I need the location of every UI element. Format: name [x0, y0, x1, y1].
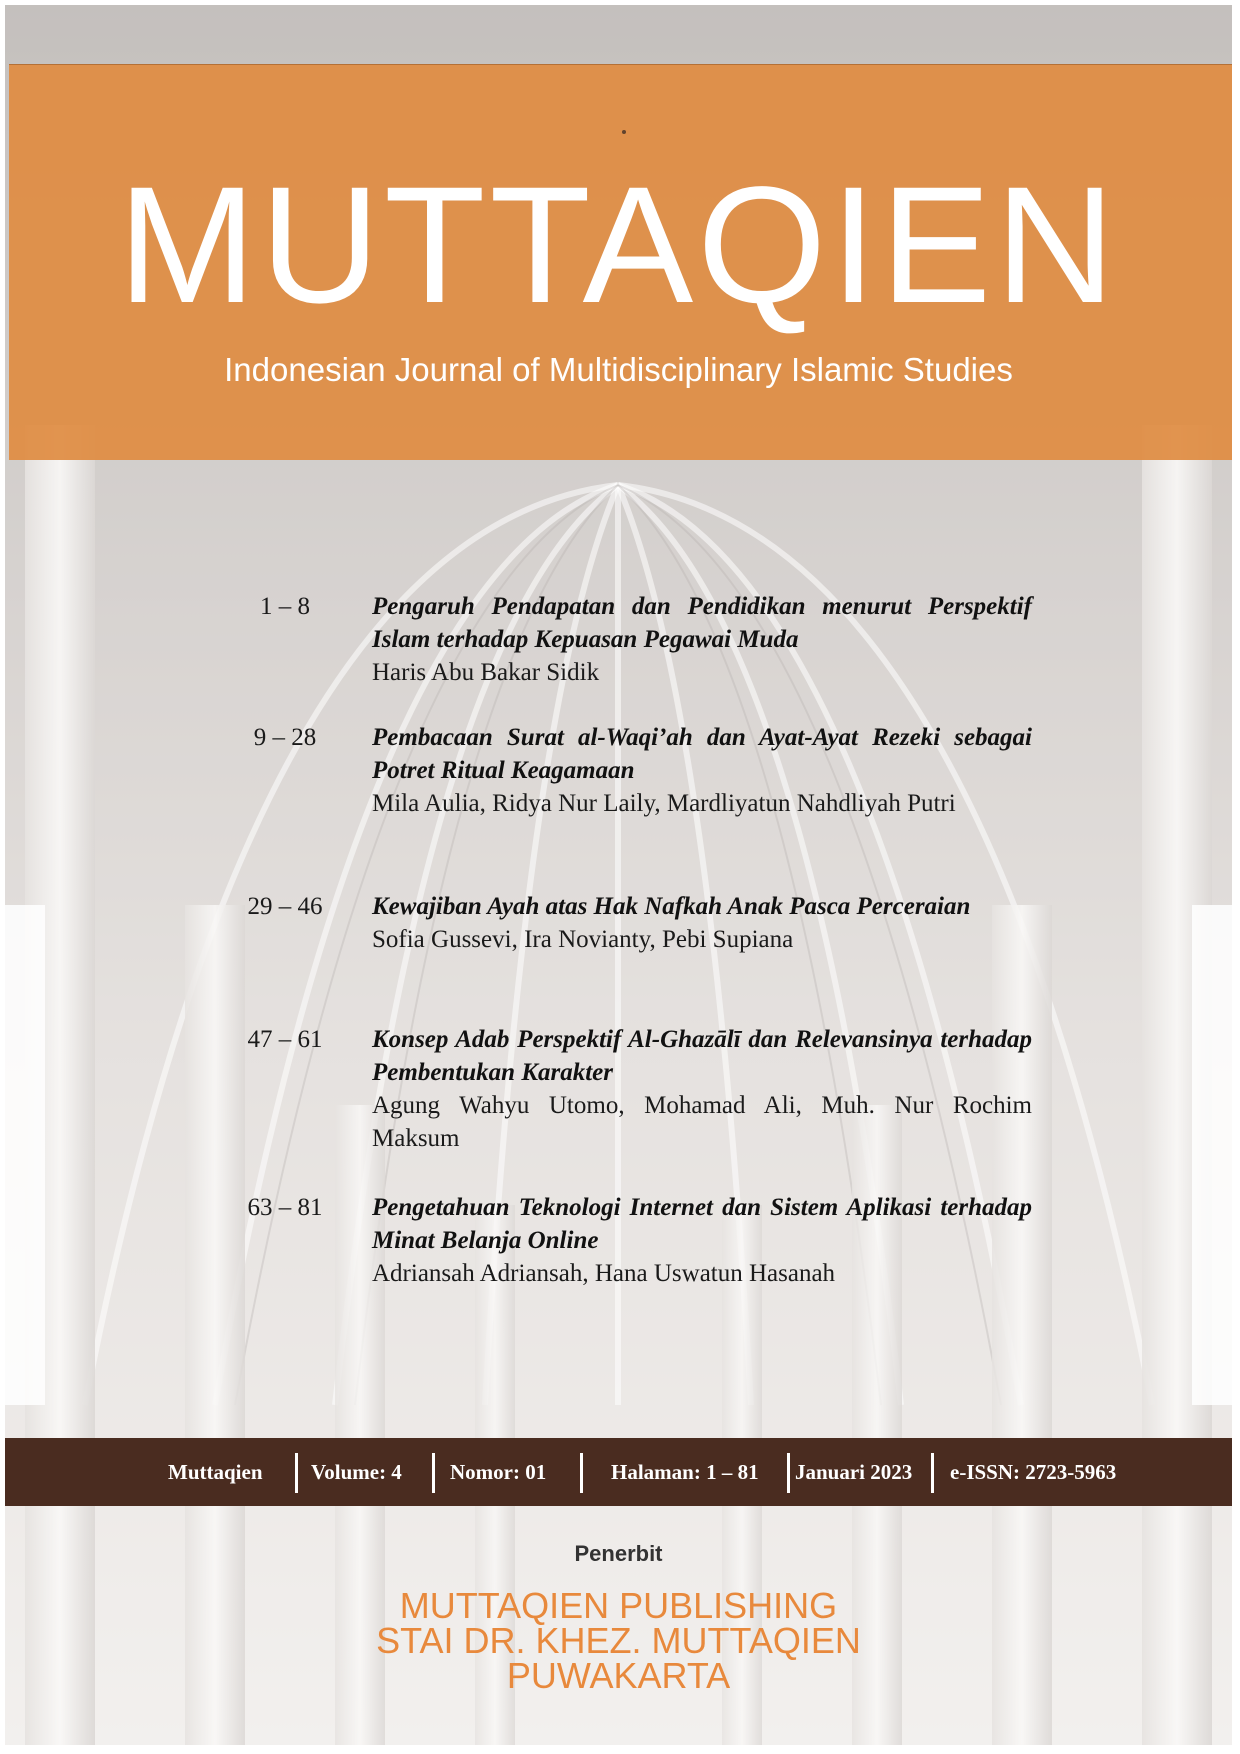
info-divider	[931, 1453, 934, 1493]
publisher-label: Penerbit	[574, 1541, 663, 1566]
toc-page-range: 1 – 8	[260, 593, 310, 620]
journal-subtitle: Indonesian Journal of Multidisciplinary Islamic Studies	[224, 351, 1013, 388]
issue-info-bar	[5, 1438, 1232, 1506]
header-dot	[622, 130, 626, 134]
info-divider	[295, 1453, 298, 1493]
publisher-city: PUWAKARTA	[506, 1655, 731, 1696]
toc-page-range: 47 – 61	[247, 1026, 323, 1053]
journal-title: MUTTAQIEN	[117, 153, 1120, 338]
journal-cover	[5, 5, 1232, 1745]
article-title: Pembacaan Surat al-Waqi’ah dan Ayat-Ayat Rezeki sebagai Potret Ritual Keagamaan	[372, 724, 1032, 784]
info-number: Nomor: 01	[450, 1460, 547, 1484]
info-divider	[432, 1453, 435, 1493]
article-authors: Sofia Gussevi, Ira Novianty, Pebi Supiana	[372, 926, 794, 953]
article-authors: Mila Aulia, Ridya Nur Laily, Mardliyatun Nahdliyah Putri	[372, 790, 956, 817]
toc-page-range: 29 – 46	[247, 893, 323, 920]
toc-page-range: 63 – 81	[247, 1194, 323, 1221]
article-title: Pengetahuan Teknologi Internet dan Sistem Aplikasi terhadap Minat Belanja Online	[372, 1194, 1032, 1254]
info-date: Januari 2023	[795, 1460, 913, 1484]
publisher-institution: STAI DR. KHEZ. MUTTAQIEN	[376, 1620, 861, 1661]
article-authors: Haris Abu Bakar Sidik	[372, 659, 600, 686]
info-divider	[580, 1453, 583, 1493]
info-volume: Volume: 4	[311, 1460, 402, 1484]
info-pages: Halaman: 1 – 81	[611, 1460, 759, 1484]
publisher-name: MUTTAQIEN PUBLISHING	[399, 1585, 838, 1626]
article-title: Kewajiban Ayah atas Hak Nafkah Anak Pasca Perceraian	[372, 893, 971, 920]
article-title: Pengaruh Pendapatan dan Pendidikan menurut Perspektif Islam terhadap Kepuasan Pegawai Muda	[372, 593, 1032, 653]
article-authors: Adriansah Adriansah, Hana Uswatun Hasanah	[372, 1260, 836, 1287]
info-journal-name: Muttaqien	[168, 1460, 263, 1484]
info-issn: e-ISSN: 2723-5963	[950, 1460, 1117, 1484]
article-title: Konsep Adab Perspektif Al-Ghazālī dan Relevansinya terhadap Pembentukan Karakter	[372, 1026, 1032, 1086]
toc-page-range: 9 – 28	[253, 724, 317, 751]
article-authors: Agung Wahyu Utomo, Mohamad Ali, Muh. Nur Rochim Maksum	[372, 1092, 1032, 1152]
info-divider	[787, 1453, 790, 1493]
